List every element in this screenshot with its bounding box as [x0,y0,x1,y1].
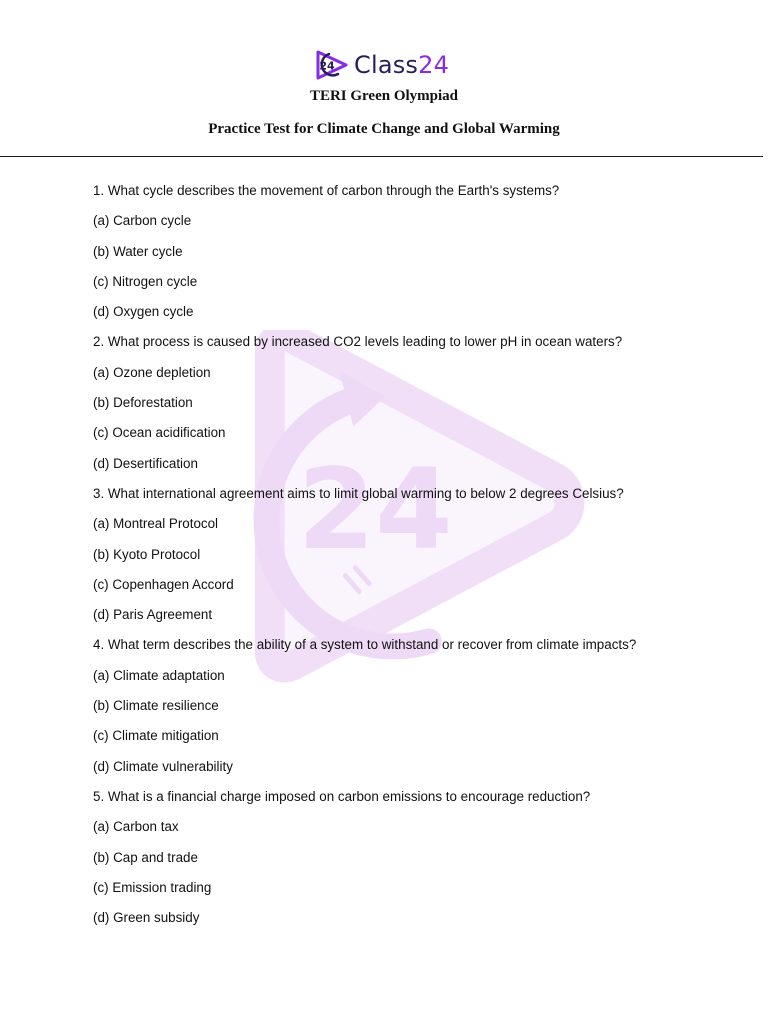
watermark-text: 24 [297,445,453,575]
option-4b: (b) Climate resilience [93,698,219,714]
question-2: 2. What process is caused by increased CO2 levels leading to lower pH in ocean waters? [93,334,623,350]
option-1a: (a) Carbon cycle [93,213,192,229]
question-5: 5. What is a financial charge imposed on carbon emissions to encourage reduction? [93,788,591,804]
option-4a: (a) Climate adaptation [93,667,225,683]
option-3b: (b) Kyoto Protocol [93,546,201,562]
option-2d: (d) Desertification [93,455,198,471]
brand-name-part1: Class [354,51,419,79]
option-1d: (d) Oxygen cycle [93,304,194,320]
brand-logo [312,48,449,82]
header-divider [0,156,763,157]
brand-name-part2: 24 [418,51,450,79]
document-title: TERI Green Olympiad [309,88,459,104]
document-subtitle: Practice Test for Climate Change and Global Warming [208,121,560,137]
option-3c: (c) Copenhagen Accord [93,576,234,592]
option-3a: (a) Montreal Protocol [93,516,219,532]
logo-mark-text: 24 [319,59,335,73]
option-2b: (b) Deforestation [93,395,193,411]
question-list [93,182,733,939]
option-1c: (c) Nitrogen cycle [93,273,198,289]
question-4: 4. What term describes the ability of a system to withstand or recover from climate impacts? [93,637,637,653]
option-5d: (d) Green subsidy [93,910,200,926]
option-5b: (b) Cap and trade [93,849,198,865]
option-1b: (b) Water cycle [93,243,183,259]
option-3d: (d) Paris Agreement [93,607,213,623]
option-4c: (c) Climate mitigation [93,728,219,744]
option-5c: (c) Emission trading [93,879,212,895]
option-5a: (a) Carbon tax [93,819,179,835]
brand-name [354,48,449,82]
class24-logo-icon [312,48,350,82]
option-2c: (c) Ocean acidification [93,425,226,441]
option-2a: (a) Ozone depletion [93,364,211,380]
option-4d: (d) Climate vulnerability [93,758,233,774]
question-3: 3. What international agreement aims to limit global warming to below 2 degrees Celsius? [93,485,624,501]
question-1: 1. What cycle describes the movement of carbon through the Earth's systems? [93,183,560,198]
